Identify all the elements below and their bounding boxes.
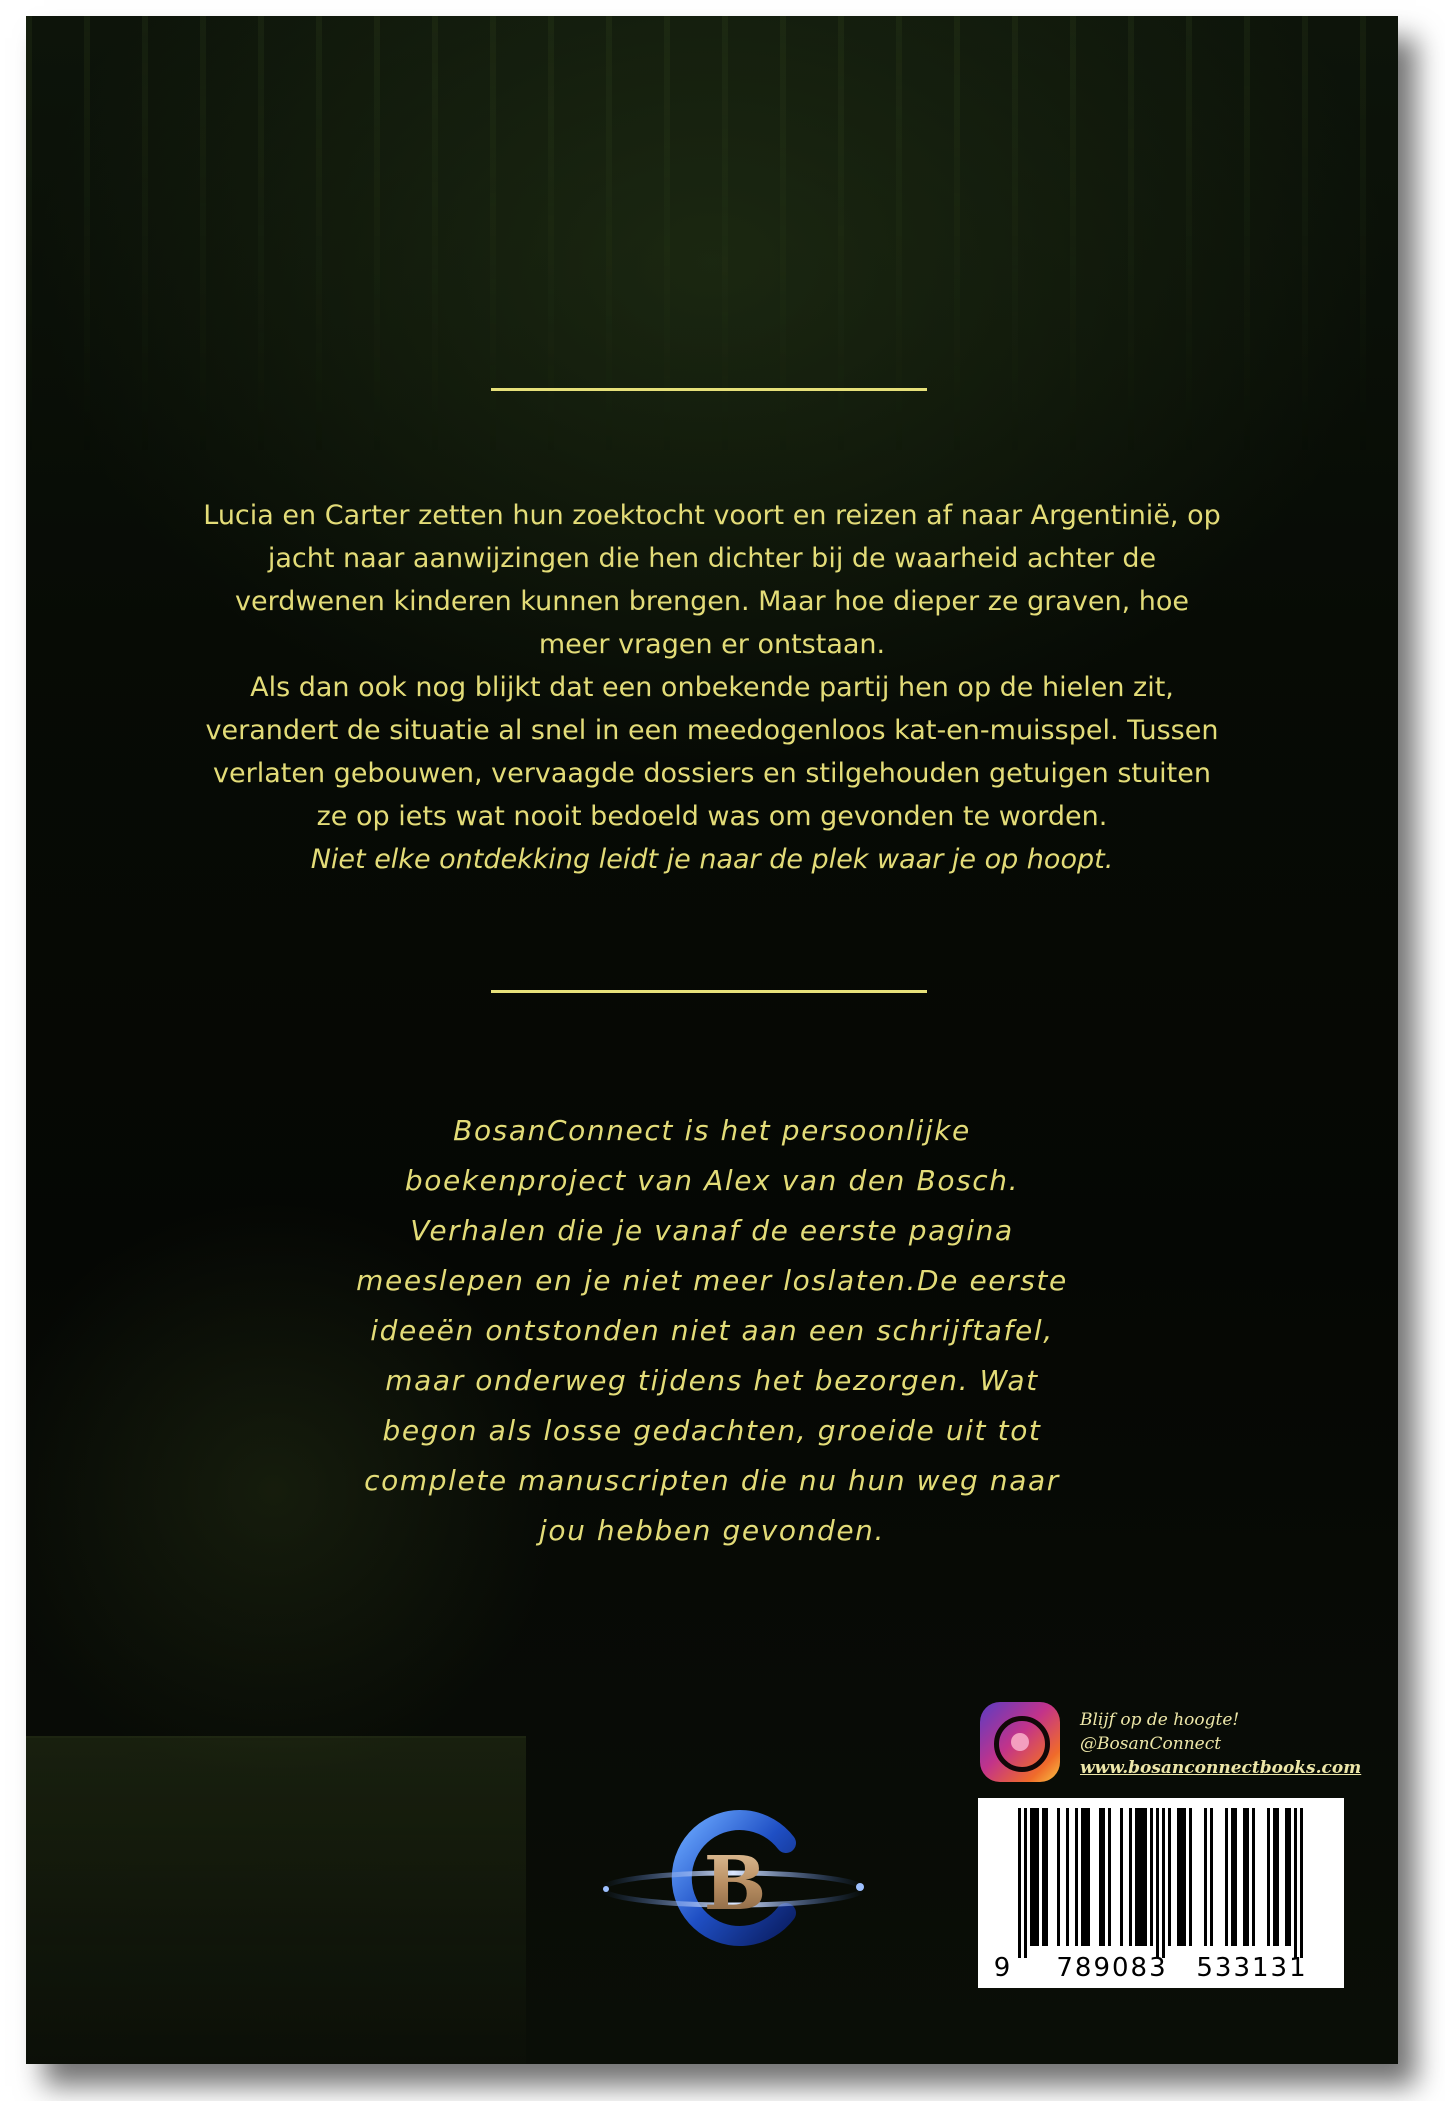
barcode-graphic [978,1798,1344,1988]
barcode-bar [1075,1808,1078,1946]
barcode-bar [1036,1808,1039,1946]
author-note-line: meeslepen en je niet meer loslaten.De eerste [356,1264,1068,1297]
blurb-line: verdwenen kinderen kunnen brengen. Maar hoe dieper ze graven, hoe [235,586,1189,617]
instagram-icon-dot [1011,1733,1029,1751]
barcode-bar [1129,1808,1132,1946]
barcode-bar [1168,1808,1171,1946]
barcode-bar [1204,1808,1207,1946]
divider-top [491,388,927,391]
logo-spark-right [856,1883,864,1891]
barcode-bar [1177,1808,1180,1946]
barcode-bar [1138,1808,1141,1946]
barcode-lead-digit: 9 [993,1953,1011,1983]
divider-bottom [491,990,927,993]
blurb-line: Lucia en Carter zetten hun zoektocht voort en reizen af naar Argentinië, op [203,500,1221,531]
barcode-guard-bar [1294,1808,1297,1958]
barcode-bar [1246,1808,1249,1946]
barcode-guard-bar [1156,1808,1159,1958]
barcode-bar [1102,1808,1105,1946]
background-crate [26,1736,526,2064]
barcode-bar [1231,1808,1234,1946]
barcode-bar [1210,1808,1213,1946]
blurb-line: ze op iets wat nooit bedoeld was om gevonden te worden. [316,801,1108,832]
barcode-bar [1108,1808,1111,1946]
barcode-bar [1150,1808,1153,1946]
barcode-guard-bar [1300,1808,1303,1958]
barcode-bar [1267,1808,1270,1946]
logo-letter: B [703,1841,767,1927]
author-note-line: maar onderweg tijdens het bezorgen. Wat [385,1364,1039,1397]
author-note-line: complete manuscripten die nu hun weg naar [364,1464,1060,1497]
website-link[interactable]: www.bosanconnectbooks.com [1080,1758,1362,1778]
author-note-line: Verhalen die je vanaf de eerste pagina [410,1214,1014,1247]
barcode-bar [1183,1808,1186,1946]
barcode-bar [1084,1808,1087,1946]
barcode-bar [1141,1808,1144,1946]
barcode-bar [1144,1808,1147,1946]
author-note-line: boekenproject van Alex van den Bosch. [404,1164,1020,1197]
barcode-bar [1225,1808,1228,1946]
barcode-bar [1189,1808,1192,1946]
barcode-right-digits: 533131 [1196,1953,1308,1983]
barcode-bar [1066,1808,1069,1946]
blurb-line: verandert de situatie al snel in een meedogenloos kat-en-muisspel. Tussen [205,715,1219,746]
barcode-left-digits: 789083 [1056,1953,1168,1983]
barcode-guard-bar [1162,1808,1165,1958]
barcode-bar [1081,1808,1084,1946]
social-info [1080,1708,1380,1780]
author-note-line: BosanConnect is het persoonlijke [453,1114,971,1147]
isbn-barcode [978,1798,1344,1988]
social-handle[interactable]: @BosanConnect [1080,1734,1222,1754]
barcode-bar [1033,1808,1036,1946]
barcode-bar [1288,1808,1291,1946]
barcode-bar [1042,1808,1045,1946]
barcode-bar [1057,1808,1060,1946]
barcode-bar [1099,1808,1102,1946]
barcode-guard-bar [1018,1808,1021,1958]
barcode-bar [1045,1808,1048,1946]
barcode-bar [1030,1808,1033,1946]
barcode-bars [1018,1808,1303,1958]
blurb-line: verlaten gebouwen, vervaagde dossiers en stilgehouden getuigen stuiten [213,758,1211,789]
barcode-bar [1273,1808,1276,1946]
barcode-bar [1285,1808,1288,1946]
blurb-line: meer vragen er ontstaan. [538,629,886,660]
barcode-bar [1120,1808,1123,1946]
bosanconnect-logo-icon [598,1801,868,1951]
barcode-bar [1180,1808,1183,1946]
barcode-bar [1252,1808,1255,1946]
blurb-line: jacht naar aanwijzingen die hen dichter bij de waarheid achter de [267,543,1157,574]
author-note-line: ideeën ontstonden niet aan een schrijftafel, [370,1314,1054,1347]
book-back-cover [26,16,1398,2064]
social-slogan: Blijf op de hoogte! [1080,1710,1240,1730]
barcode-bar [1234,1808,1237,1946]
author-note-line: jou hebben gevonden. [538,1514,886,1547]
book-blurb [126,494,1298,881]
author-note [266,1106,1158,1556]
blurb-tagline: Niet elke ontdekking leidt je naar de plek waar je op hoopt. [310,844,1114,875]
barcode-bar [1276,1808,1279,1946]
barcode-bar [1087,1808,1090,1946]
instagram-icon[interactable] [980,1702,1060,1782]
author-note-line: begon als losse gedachten, groeide uit tot [382,1414,1042,1447]
blurb-line: Als dan ook nog blijkt dat een onbekende partij hen op de hielen zit, [250,672,1174,703]
barcode-guard-bar [1024,1808,1027,1958]
barcode-bar [1243,1808,1246,1946]
barcode-bar [1135,1808,1138,1946]
logo-spark-left [603,1886,609,1892]
